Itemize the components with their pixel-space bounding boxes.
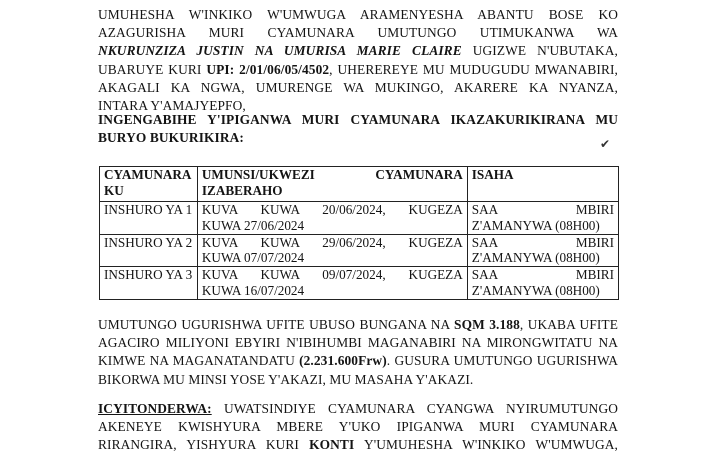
dates-text: KUWA 07/07/2024 — [201, 250, 305, 266]
time-cell — [467, 267, 618, 300]
time-text: SAA MBIRI — [471, 202, 614, 217]
value-line: BIKORWA MU MINSI YOSE Y'AKAZI, MU MASAHA Y'AKAZI. — [98, 371, 474, 387]
time-cell — [467, 234, 618, 267]
time-text: Z'AMANYWA (08H00) — [471, 250, 600, 266]
intro-line: AKAGALI KA NGWA, UMURENGE WA MUKINGO, AKARERE KA NYANZA, — [98, 79, 618, 95]
auction-schedule-table — [99, 166, 619, 300]
value-line — [98, 316, 618, 334]
schedule-heading — [98, 111, 618, 147]
round-cell: INSHURO YA 1 — [100, 202, 198, 235]
intro-line: INTARA Y'AMAJYEPFO, — [98, 98, 246, 114]
dates-text: KUWA 16/07/2024 — [201, 282, 305, 298]
header-text: KU — [104, 182, 124, 198]
table-row — [100, 234, 619, 267]
property-value-amount: (2.231.600Frw) — [299, 353, 387, 369]
heading-line: INGENGABIHE Y'IPIGANWA MURI CYAMUNARA IKAZAKURIKIRANA MU — [98, 112, 618, 127]
time-text: SAA MBIRI — [471, 267, 614, 283]
time-cell — [467, 202, 618, 235]
header-cell-time — [467, 167, 618, 202]
upi-number: UPI: 2/01/06/05/4502 — [206, 61, 330, 77]
notice-label: ICYITONDERWA: — [98, 401, 212, 416]
dates-cell — [197, 267, 467, 300]
time-text: Z'AMANYWA (08H00) — [471, 217, 600, 233]
dates-text: KUVA KUWA 20/06/2024, KUGEZA — [201, 202, 463, 217]
property-area: SQM 3.188 — [454, 317, 520, 332]
header-text: UMUNSI/UKWEZI CYAMUNARA — [201, 167, 463, 182]
dates-text: KUVA KUWA 29/06/2024, KUGEZA — [201, 234, 463, 250]
header-text: ISAHA — [471, 167, 514, 182]
intro-line — [98, 42, 618, 60]
notice-text: UWATSINDIYE CYAMUNARA CYANGWA NYIRUMUTUNGO — [211, 401, 618, 416]
intro-line — [98, 61, 618, 79]
value-line — [98, 352, 618, 370]
time-text: SAA MBIRI — [471, 234, 614, 250]
notice-text: RIRANGIRA, YISHYURA KURI — [98, 437, 310, 453]
value-text: , UKABA UFITE — [519, 317, 618, 332]
property-owners: NKURUNZIZA JUSTIN NA UMURISA MARIE CLAIRE — [98, 43, 462, 59]
round-cell: INSHURO YA 2 — [100, 234, 198, 267]
value-text: KIMWE NA MAGANATANDATU — [98, 353, 300, 369]
dates-text: KUVA KUWA 09/07/2024, KUGEZA — [201, 267, 463, 283]
intro-text: UBARUYE KURI — [98, 61, 207, 77]
intro-text: UGIZWE N'UBUTAKA, — [461, 43, 618, 59]
dates-cell — [197, 234, 467, 267]
value-text: . GUSURA UMUTUNGO UGURISHWA — [386, 353, 618, 369]
table-row — [100, 202, 619, 235]
value-line: AGACIRO MILIYONI EBYIRI N'IBIHUMBI MAGANABIRI NA MIRONGWITATU NA — [98, 335, 618, 351]
handwritten-check-mark: ✔ — [600, 137, 611, 151]
intro-paragraph — [98, 6, 618, 115]
notice-text: Y'UMUHESHA W'INKIKO W'UMWUGA, — [354, 437, 618, 453]
value-text: UMUTUNGO UGURISHWA UFITE UBUSO BUNGANA NA — [98, 317, 455, 332]
notice-paragraph — [98, 400, 618, 455]
dates-cell — [197, 202, 467, 235]
header-text: IZABERAHO — [201, 182, 283, 198]
intro-line: UMUHESHA W'INKIKO W'UMWUGA ARAMENYESHA ABANTU BOSE KO — [98, 7, 618, 22]
value-paragraph — [98, 316, 618, 389]
intro-line: AZAGURISHA MURI CYAMUNARA UMUTUNGO UTIMUKANWA WA — [98, 25, 618, 41]
table-row — [100, 267, 619, 300]
header-cell-date — [197, 167, 467, 202]
notice-line — [98, 400, 618, 418]
round-cell: INSHURO YA 3 — [100, 267, 198, 300]
account-label: KONTI — [309, 437, 355, 453]
heading-line: BURYO BUKURIKIRA: — [98, 130, 244, 146]
intro-text: , UHEREREYE MU MUDUGUDU MWANABIRI, — [329, 61, 619, 77]
dates-text: KUWA 27/06/2024 — [201, 217, 305, 233]
notice-line: AKENEYE KWISHYURA MBERE Y'UKO IPIGANWA MURI CYAMUNARA — [98, 419, 618, 435]
table-header-row — [100, 167, 619, 202]
header-text: CYAMUNARA — [104, 167, 192, 182]
notice-line — [98, 436, 618, 454]
header-cell-auction — [100, 167, 198, 202]
time-text: Z'AMANYWA (08H00) — [471, 282, 600, 298]
